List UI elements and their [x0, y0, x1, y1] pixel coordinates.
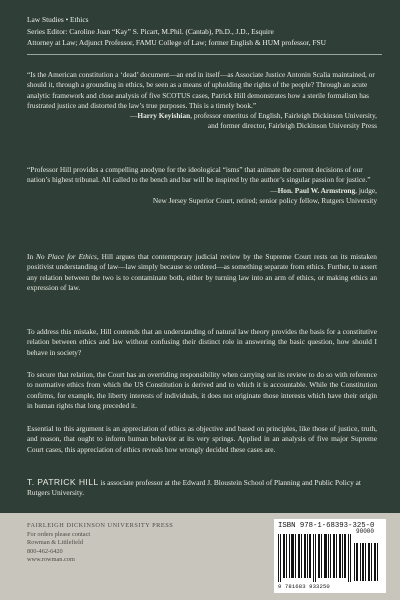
endorsement-text: “Is the American constitution a ‘dead’ document—an end in itself—as Associate Justice Antonin Scalia maintained, or should it, through a grounding in ethics, be seen as a means of upholding the rights of the people? Through an acute analytic framework and close analysis of five SCOTUS cases, Patrick Hill demonstrates how a sterile formalism has frustrated justice and distorted the law’s true purposes. This is a timely book.” [27, 70, 375, 110]
price-barcode [354, 543, 380, 581]
price-code: 90000 [356, 528, 375, 535]
series-info [27, 14, 387, 49]
endorsement-attribution: —Harry Keyishian, professor emeritus of English, Fairleigh Dickinson University, and former director, Fairleigh Dickinson University Press [130, 111, 377, 131]
description-p2: To address this mistake, Hill contends that an understanding of natural law theory provides the basis for a constitutive relation between ethics and law without confusing their distinct role in answering the basic question, how should I behave in society? [27, 327, 377, 357]
book-title: No Place for Ethics [36, 252, 97, 261]
author-name: T. PATRICK HILL [27, 477, 99, 487]
description-p3: To secure that relation, the Court has an overriding responsibility when carrying out its review to do so with reference to normative ethics from which the US Constitution is derived and to which it is accountable. While the Constitution confirms, for example, the liberty interests of individuals, it does not originate those interests which have their origin in human rights that long preceded it. [27, 370, 377, 410]
barcode-digits: 9 781683 933250 [278, 583, 330, 590]
endorser-name: Hon. Paul W. Armstrong [277, 185, 356, 195]
publisher-info [27, 522, 247, 565]
endorsement-armstrong [27, 165, 377, 206]
series-category: Law Studies • Ethics [27, 15, 89, 24]
orders-note: For orders please contact [27, 530, 91, 538]
endorser-name: Harry Keyishian [137, 111, 191, 121]
publisher-footer [0, 513, 400, 600]
endorsement-text: “Professor Hill provides a compelling anodyne for the ideological “isms” that animate the current decisions of our nation’s highest tribunal. All called to the bench and bar will be inspired by the author’s singular passion for justice.” [27, 165, 371, 185]
description-p4: Essential to this argument is an appreciation of ethics as objective and based on principles, like those of justice, truth, and reason, that ought to inform human behavior at its very springs. Applied in an analysis of five major Supreme Court cases, this appreciation of ethics reveals how wrongly decided these cases are. [27, 424, 377, 454]
description-p1: In No Place for Ethics, Hill argues that contemporary judicial review by the Supreme Court rests on its mistaken positivist understanding of law—law simply because so ordered—as something separate from ethics. Further, to assert any relation between the two is to contaminate both, either by turning law into an arm of ethics, or making ethics an expression of law. [27, 252, 377, 292]
isbn-text: ISBN 978-1-68393-325-0 [278, 522, 375, 530]
series-editor-affiliation: Attorney at Law; Adjunct Professor, FAMU College of Law; former English & HUM professor, FSU [27, 38, 326, 48]
divider-top [27, 54, 382, 55]
distributor-name: Rowman & Littlefield [27, 539, 83, 547]
endorsement-attribution: —Hon. Paul W. Armstrong, judge, New Jersey Superior Court, retired; senior policy fellow, Rutgers University [152, 185, 377, 205]
endorsement-keyishian [27, 70, 377, 132]
website: www.rowman.com [27, 556, 75, 564]
phone-number: 800-462-6420 [27, 547, 63, 555]
publisher-name: FAIRLEIGH DICKINSON UNIVERSITY PRESS [27, 522, 174, 529]
series-editor: Series Editor: Caroline Joan “Kay” S. Picart, M.Phil. (Cantab), Ph.D., J.D., Esquire [27, 26, 274, 36]
barcode-label [274, 519, 386, 593]
ean-barcode [278, 534, 352, 582]
author-bio: T. PATRICK HILL is associate professor at the Edward J. Bloustein School of Planning and Public Policy at Rutgers University. [27, 477, 361, 498]
